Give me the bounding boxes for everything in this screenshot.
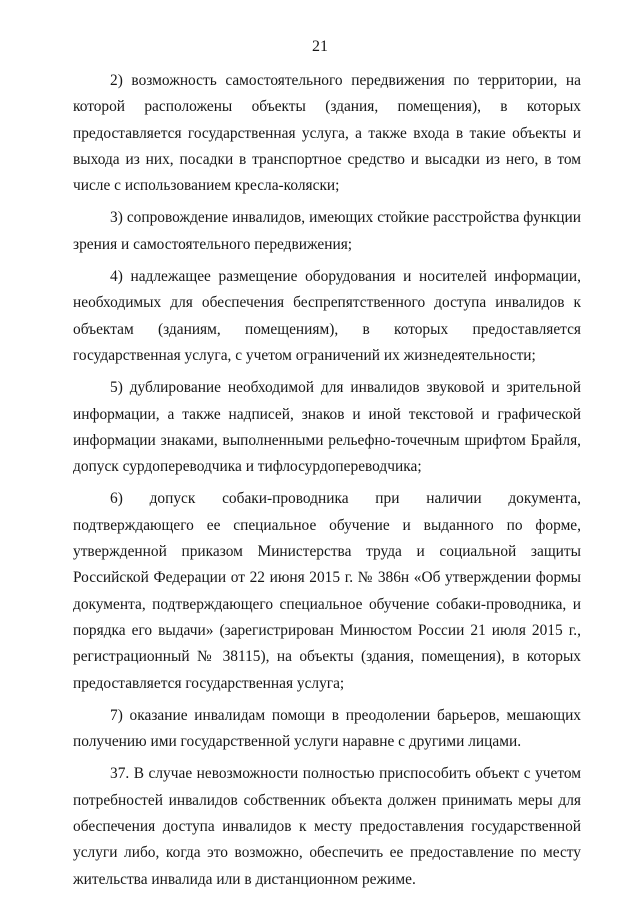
- paragraph-item-5: 5) дублирование необходимой для инвалидов звуковой и зрительной информации, а также надписей, знаков и иной текстовой и графической информации знаками, выполненными рельефно-точечным шрифтом Брайля, допуск сурдопереводчика и тифлосурдопереводчика;: [73, 379, 581, 476]
- paragraph-item-2: 2) возможность самостоятельного передвижения по территории, на которой расположены объекты (здания, помещения), в которых предоставляется государственная услуга, а также входа в такие объекты и выхода из них, посадки в транспортное средство и высадки из него, в том числе с использованием кресла-коляски;: [73, 72, 581, 195]
- paragraph-section-37: 37. В случае невозможности полностью приспособить объект с учетом потребностей инвалидов собственник объекта должен принимать меры для обеспечения доступа инвалидов к месту предоставления государственной услуги либо, когда это возможно, обеспечить ее предоставление по месту жительства инвалида или в дистанционном режиме.: [73, 765, 581, 888]
- paragraph-item-6: 6) допуск собаки-проводника при наличии документа, подтверждающего ее специальное обучение и выданного по форме, утвержденной приказом Министерства труда и социальной защиты Российской Федерации от 22 июня 2015 г. № 386н «Об утверждении формы документа, подтверждающего специальное обучение собаки-проводника, и порядка его выдачи» (зарегистрирован Минюстом России 21 июля 2015 г., регистрационный № 38115), на объекты (здания, помещения), в которых предоставляется государственная услуга;: [73, 490, 581, 692]
- document-body: [73, 68, 581, 899]
- page-number: 21: [312, 38, 328, 55]
- paragraph-item-3: 3) сопровождение инвалидов, имеющих стойкие расстройства функции зрения и самостоятельного передвижения;: [73, 209, 581, 253]
- paragraph-item-7: 7) оказание инвалидам помощи в преодолении барьеров, мешающих получению ими государственной услуги наравне с другими лицами.: [73, 706, 581, 751]
- paragraph-item-4: 4) надлежащее размещение оборудования и носителей информации, необходимых для обеспечения беспрепятственного доступа инвалидов к объектам (зданиям, помещениям), в которых предоставляется государственная услуга, с учетом ограничений их жизнедеятельности;: [73, 268, 581, 364]
